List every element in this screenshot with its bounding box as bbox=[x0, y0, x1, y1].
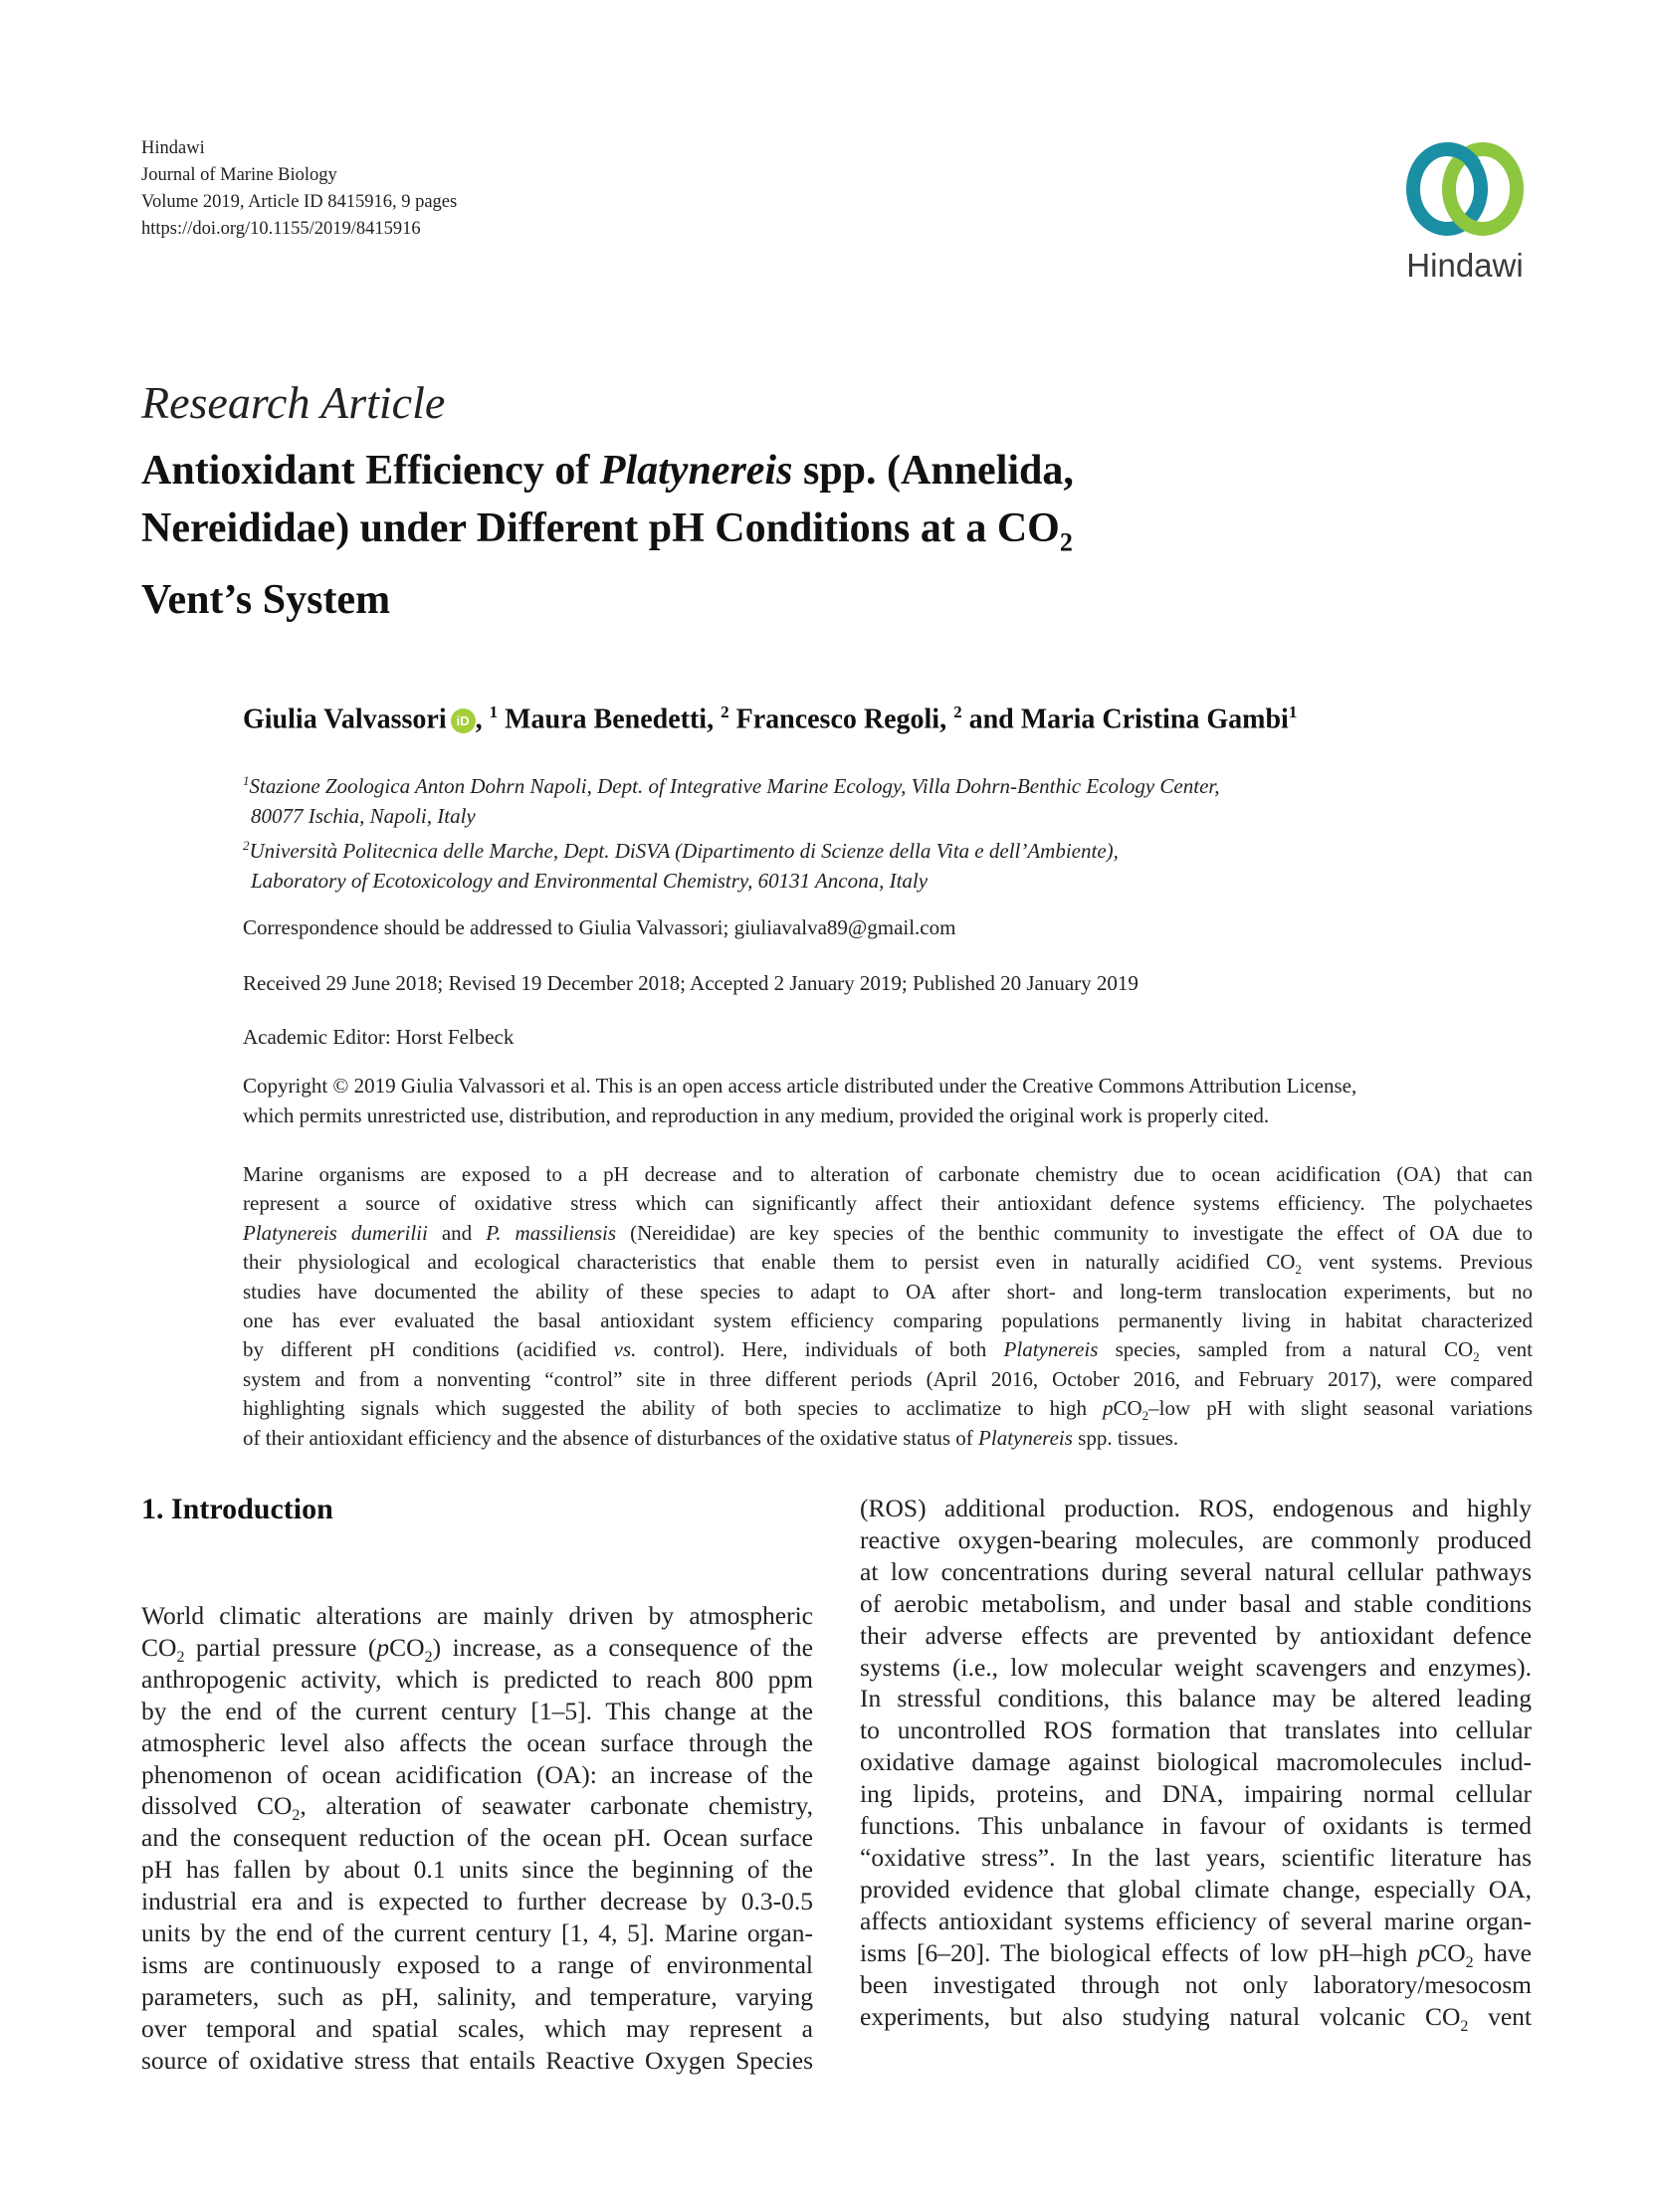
hindawi-logo bbox=[1389, 135, 1541, 285]
author-name[interactable]: Maria Cristina Gambi bbox=[1020, 704, 1289, 735]
journal-name: Journal of Marine Biology bbox=[141, 165, 337, 185]
doi-link[interactable]: https://doi.org/10.1155/2019/8415916 bbox=[141, 219, 421, 239]
author-name[interactable]: Giulia Valvassori bbox=[243, 704, 447, 735]
affiliation-2: $^2$Università Politecnica delle Marche, Dept. DiSVA (Dipartimento di Scienze della Vita e dell’Ambiente), bbox=[243, 838, 1119, 863]
article-title: Antioxidant Efficiency of Platynereis spp. (Annelida, Nereididae) under Different pH Conditions at a $CO_2$ Vent’s System bbox=[141, 448, 1074, 624]
journal-info bbox=[141, 135, 457, 243]
correspondence: Correspondence should be addressed to Giulia Valvassori; giuliavalva89@gmail.com bbox=[243, 915, 956, 939]
affiliation-1: $^1$Stazione Zoologica Anton Dohrn Napoli, Dept. of Integrative Marine Ecology, Villa Dohrn-Benthic Ecology Center, bbox=[243, 773, 1220, 798]
body-column-left: World climatic alterations are mainly driven by atmospheric $CO_2$ partial pressure (pCO$_2$) increase, as a consequence of the anthropogenic activity, which is predicted to reach 800 ppm by the end of the current century [1–5]. This change at the atmospheric level also affects the ocean surface through the phenomenon of ocean acidification (OA): an increase of the dissolved $CO_2$, alteration of seawater carbonate chemistry, and the consequent reduction of the ocean pH. Ocean surface pH has fallen by about 0.1 units since the beginning of the industrial era and is expected to further decrease by 0.3-0.5 units by the end of the current century [1, 4, 5]. Marine organ- isms are continuously exposed to a range of environmental parameters, such as pH, salinity, and temperature, varying over temporal and spatial scales, which may represent a source of oxidative stress that entails Reactive Oxygen Species bbox=[141, 1601, 813, 2075]
logo-wordmark: Hindawi bbox=[1406, 247, 1524, 284]
author-list: Giulia Valvassori iD , $^1$ Maura Benedetti, $^2$ Francesco Regoli, $^2$ and Maria Cristina Gambi$^1$ bbox=[243, 703, 1298, 735]
author-name[interactable]: Maura Benedetti bbox=[505, 704, 708, 735]
volume-line: Volume 2019, Article ID 8415916, 9 pages bbox=[141, 192, 458, 212]
hindawi-rings-icon bbox=[1389, 135, 1541, 245]
affiliations: $^1$Stazione Zoologica Anton Dohrn Napoli, Dept. of Integrative Marine Ecology, Villa Dohrn-Benthic Ecology Center, 80077 Ischia, Napoli, Italy $^2$Università Politecnica delle Marche, Dept. DiSVA (Dipartimento di Scienze della Vita e dell’Ambiente), Laboratory of Ecotoxicology and Environmental Chemistry, 60131 Ancona, Italy bbox=[243, 766, 1220, 896]
publisher-name: Hindawi bbox=[141, 138, 205, 158]
academic-editor: Academic Editor: Horst Felbeck bbox=[243, 1025, 515, 1049]
copyright-notice: Copyright © 2019 Giulia Valvassori et al. This is an open access article distributed under the Creative Commons Attribution License, which permits unrestricted use, distribution, and reproduction in any medium, provided the original work is properly cited. bbox=[243, 1074, 1357, 1127]
orcid-icon[interactable]: iD bbox=[451, 708, 476, 733]
article-type: Research Article bbox=[141, 377, 446, 428]
body-column-right: (ROS) additional production. ROS, endogenous and highly reactive oxygen-bearing molecules, are commonly produced at low concentrations during several natural cellular pathways of aerobic metabolism, and under basal and stable conditions their adverse effects are prevented by antioxidant defence systems (i.e., low molecular weight scavengers and enzymes). In stressful conditions, this balance may be altered leading to uncontrolled ROS formation that translates into cellular oxidative damage against biological macromolecules includ- ing lipids, proteins, and DNA, impairing normal cellular functions. This unbalance in favour of oxidants is termed “oxidative stress”. In the last years, scientific literature has provided evidence that global climate change, especially OA, affects antioxidant systems efficiency of several marine organ- isms [6–20]. The biological effects of low pH–high pCO$_2$ have been investigated through not only laboratory/mesocosm experiments, but also studying natural volcanic $CO_2$ vent bbox=[860, 1494, 1533, 2035]
section-heading: 1. Introduction bbox=[141, 1493, 333, 1525]
abstract: Marine organisms are exposed to a pH decrease and to alteration of carbonate chemistry due to ocean acidification (OA) that can represent a source of oxidative stress which can significantly affect their antioxidant defence systems efficiency. The polychaetes Platynereis dumerilii and P. massiliensis (Nereididae) are key species of the benthic community to investigate the effect of OA due to their physiological and ecological characteristics that enable them to persist even in naturally acidified $CO_2$ vent systems. Previous studies have documented the ability of these species to adapt to OA after short- and long-term translocation experiments, but no one has ever evaluated the basal antioxidant system efficiency comparing populations permanently living in habitat characterized by different pH conditions (acidified vs. control). Here, individuals of both Platynereis species, sampled from a natural $CO_2$ vent system and from a nonventing “control” site in three different periods (April 2016, October 2016, and February 2017), were compared highlighting signals which suggested the ability of both species to acclimatize to high pCO$_2$–low pH with slight seasonal variations of their antioxidant efficiency and the absence of disturbances of the oxidative status of Platynereis spp. tissues. bbox=[243, 1162, 1534, 1450]
author-name[interactable]: Francesco Regoli bbox=[735, 704, 940, 735]
publication-dates: Received 29 June 2018; Revised 19 December 2018; Accepted 2 January 2019; Published 20 January 2019 bbox=[243, 971, 1139, 995]
